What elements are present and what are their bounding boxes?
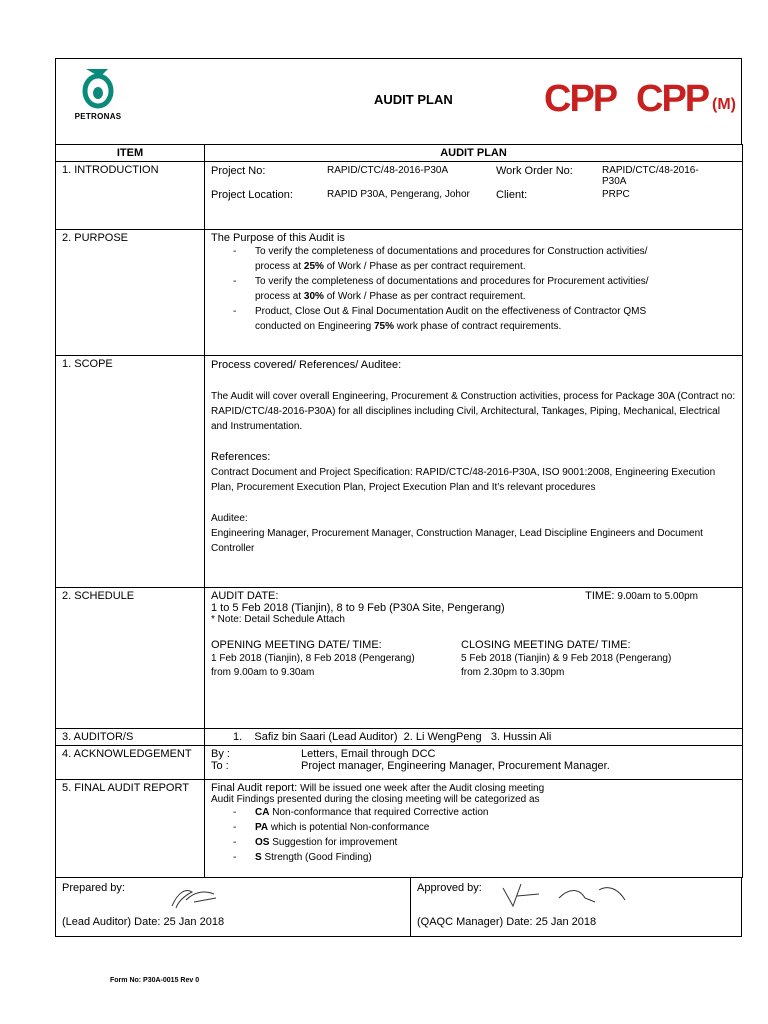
list-item: - S Strength (Good Finding) [211, 850, 736, 865]
closing-meeting-label: CLOSING MEETING DATE/ TIME: [461, 639, 631, 651]
auditors-list: 1. Safiz bin Saari (Lead Auditor) 2. Li WengPeng 3. Hussin Ali [205, 729, 743, 746]
item-purpose: 2. PURPOSE [56, 230, 205, 356]
final-report-value: Will be issued one week after the Audit closing meeting [300, 783, 545, 794]
introduction-content [205, 162, 743, 230]
references-body: Contract Document and Project Specification: RAPID/CTC/48-2016-P30A, ISO 9001:2008, Engineering Execution Plan, Procurement Execution Plan, Project Execution Plan and It’s relevant procedures [211, 467, 716, 493]
scope-heading: Process covered/ References/ Auditee: [211, 359, 402, 371]
item-acknowledgement: 4. ACKNOWLEDGEMENT [56, 746, 205, 780]
auditee-heading: Auditee: [211, 513, 248, 524]
petronas-logo [68, 65, 128, 121]
audit-dates: 1 to 5 Feb 2018 (Tianjin), 8 to 9 Feb (P30A Site, Pengerang) [211, 602, 505, 614]
row-purpose [56, 230, 743, 356]
form-number: Form No: P30A-0015 Rev 0 [110, 977, 200, 984]
cpp-mark-2: CPP [636, 79, 709, 119]
prepared-by-label: Prepared by: [62, 882, 125, 894]
item-introduction: 1. INTRODUCTION [56, 162, 205, 230]
audit-plan-table [55, 144, 743, 878]
scope-content [205, 356, 743, 588]
client-label: Client: [496, 189, 528, 201]
purpose-content [205, 230, 743, 356]
purpose-list [211, 244, 736, 334]
final-report-content [205, 780, 743, 878]
time-value: 9.00am to 5.00pm [617, 591, 698, 602]
petronas-icon [78, 65, 118, 109]
logo-text: PETRONAS [74, 112, 122, 121]
location-value: RAPID P30A, Pengerang, Johor [327, 189, 470, 200]
audit-date-label: AUDIT DATE: [211, 590, 279, 602]
list-item: - Product, Close Out & Final Documentation Audit on the effectiveness of Contractor QMS conducted on Engineering 75% work phase of contract requirements. [211, 304, 736, 334]
signoff-section [55, 878, 742, 937]
row-scope [56, 356, 743, 588]
column-header-plan: AUDIT PLAN [205, 145, 743, 162]
cpp-mark-1: CPP [544, 79, 617, 119]
final-report-line2: Audit Findings presented during the closing meeting will be categorized as [211, 794, 540, 805]
closing-meeting-time: from 2.30pm to 3.30pm [461, 667, 565, 678]
signature-icon [164, 882, 224, 912]
cpp-mark-m: (M) [712, 96, 736, 113]
page-title: AUDIT PLAN [374, 92, 453, 107]
item-schedule: 2. SCHEDULE [56, 588, 205, 729]
approved-by-cell [411, 878, 741, 936]
list-item: - To verify the completeness of documentations and procedures for Procurement activities/ process at 30% of Work / Phase as per contract requirement. [211, 274, 736, 304]
final-report-label: Final Audit report: [211, 782, 298, 794]
column-header-item: ITEM [56, 145, 205, 162]
opening-meeting-label: OPENING MEETING DATE/ TIME: [211, 639, 382, 651]
location-label: Project Location: [211, 189, 293, 201]
closing-meeting-date: 5 Feb 2018 (Tianjin) & 9 Feb 2018 (Pengerang) [461, 653, 672, 664]
scope-body: The Audit will cover overall Engineering, Procurement & Construction activities, process for Package 30A (Contract no: RAPID/CTC/48-2016-P30A) for all disciplines including Civil, Architectural, Tankages, Piping, Mechanical, Electrical and Instrumentation. [211, 391, 736, 432]
project-no-label: Project No: [211, 165, 266, 177]
prepared-by-cell [56, 878, 411, 936]
list-item: - CA Non-conformance that required Corrective action [211, 805, 736, 820]
row-final-report [56, 780, 743, 878]
row-acknowledgement [56, 746, 743, 780]
approved-by-label: Approved by: [417, 882, 482, 894]
opening-meeting-time: from 9.00am to 9.30am [211, 667, 315, 678]
by-label: By : [211, 748, 230, 760]
auditee-body: Engineering Manager, Procurement Manager, Construction Manager, Lead Discipline Engineers and Document Controller [211, 528, 703, 554]
references-heading: References: [211, 451, 271, 463]
opening-meeting-date: 1 Feb 2018 (Tianjin), 8 Feb 2018 (Pengerang) [211, 653, 415, 664]
to-label: To : [211, 760, 229, 772]
schedule-content [205, 588, 743, 729]
approved-by-role: (QAQC Manager) Date: 25 Jan 2018 [417, 916, 597, 928]
prepared-by-role: (Lead Auditor) Date: 25 Jan 2018 [62, 916, 225, 928]
time-label: TIME: [585, 590, 615, 602]
header-top-rule [56, 58, 168, 59]
row-auditors [56, 729, 743, 746]
findings-list [211, 805, 736, 865]
list-item: - To verify the completeness of documentations and procedures for Construction activities/ process at 25% of Work / Phase as per contract requirement. [211, 244, 736, 274]
project-no-value: RAPID/CTC/48-2016-P30A [327, 165, 449, 176]
row-introduction [56, 162, 743, 230]
item-final-report: 5. FINAL AUDIT REPORT [56, 780, 205, 878]
row-schedule [56, 588, 743, 729]
document-header [55, 58, 742, 144]
item-scope: 1. SCOPE [56, 356, 205, 588]
cpp-logo [544, 79, 744, 124]
list-item: - PA which is potential Non-conformance [211, 820, 736, 835]
work-order-value: RAPID/CTC/48-2016-P30A [602, 165, 699, 187]
item-auditors: 3. AUDITOR/S [56, 729, 205, 746]
by-value: Letters, Email through DCC [301, 748, 436, 760]
schedule-note: * Note: Detail Schedule Attach [211, 614, 345, 625]
to-value: Project manager, Engineering Manager, Procurement Manager. [301, 760, 610, 772]
work-order-label: Work Order No: [496, 165, 573, 177]
purpose-heading: The Purpose of this Audit is [211, 232, 345, 244]
list-item: - OS Suggestion for improvement [211, 835, 736, 850]
document [55, 58, 742, 937]
acknowledgement-content [205, 746, 743, 780]
client-value: PRPC [602, 189, 630, 200]
signature-icon [499, 880, 639, 910]
